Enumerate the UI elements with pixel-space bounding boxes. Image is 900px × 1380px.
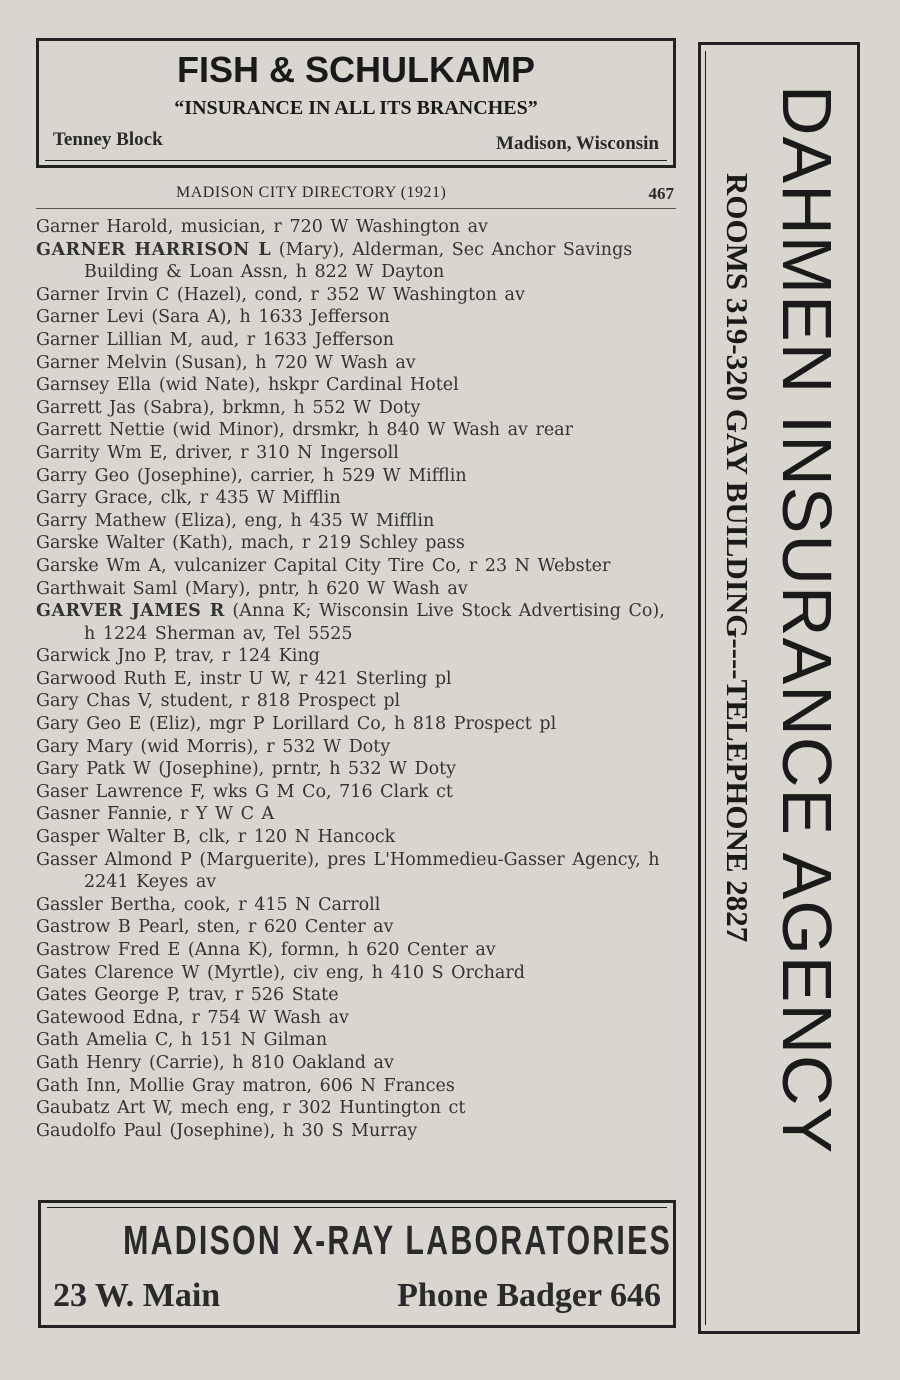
- entry-details: (Sabra), brkmn, h 552 W Doty: [135, 397, 421, 418]
- directory-entry: [36, 736, 678, 759]
- dahmen-insurance-advertisement: [698, 42, 860, 1334]
- directory-entry: [36, 803, 678, 826]
- directory-entry: [36, 781, 678, 804]
- directory-entry: [36, 555, 678, 578]
- entry-name: Gary Geo E: [36, 714, 142, 735]
- directory-entry: [36, 352, 678, 375]
- entry-name: Gath Henry: [36, 1052, 142, 1073]
- entry-name: GARNER HARRISON L: [36, 239, 272, 260]
- entry-details: trav, r 124 King: [167, 646, 320, 667]
- entry-details: aud, r 1633 Jefferson: [193, 329, 395, 350]
- entry-name: Garner Irvin C: [36, 284, 170, 305]
- entry-name: Gastrow B Pearl,: [36, 917, 190, 938]
- entry-details: Mollie Gray matron, 606 N Frances: [121, 1075, 455, 1096]
- entry-details: (wid Morris), r 532 W Doty: [132, 736, 391, 757]
- directory-entry: [36, 690, 678, 713]
- entry-name: Gasper Walter B,: [36, 827, 192, 848]
- entry-details: (Anna K), formn, h 620 Center av: [180, 940, 496, 960]
- entry-details: r Y W C A: [172, 804, 275, 825]
- entry-details: cook, r 415 N Carroll: [176, 894, 381, 915]
- directory-entry: [36, 419, 678, 442]
- ad-address: 23 W. Main: [53, 1277, 221, 1314]
- entry-name: Garwick Jno P,: [36, 646, 168, 667]
- directory-entry: [36, 1075, 678, 1098]
- directory-entry: [36, 668, 678, 691]
- entry-details: vulcanizer Capital City Tire Co, r 23 N Webster: [166, 555, 611, 576]
- entry-details: r 754 W Wash av: [183, 1007, 349, 1028]
- directory-entry: [36, 465, 678, 488]
- entry-name: Gasser Almond P: [36, 849, 192, 870]
- directory-entry: [36, 962, 678, 985]
- ad-company-name: MADISON X-RAY LABORATORIES: [123, 1217, 672, 1263]
- entry-name: Gaubatz Art W,: [36, 1098, 174, 1119]
- entry-details: (Marguerite), pres L'Hommedieu-Gasser Agency, h 2241 Keyes av: [84, 849, 660, 893]
- entry-details: musician, r 720 W Washington av: [173, 217, 488, 237]
- entry-name: Garske Walter: [36, 533, 165, 554]
- directory-listing: [36, 216, 678, 1142]
- ad-details: ROOMS 319-320 GAY BUILDING----TELEPHONE 2827: [720, 173, 755, 943]
- directory-entry: [36, 645, 678, 668]
- entry-details: h 151 N Gilman: [173, 1030, 328, 1051]
- entry-details: (Eliza), eng, h 435 W Mifflin: [166, 510, 435, 531]
- directory-entry: [36, 239, 678, 284]
- directory-entry: [36, 1052, 678, 1075]
- entry-name: Garrity Wm E,: [36, 442, 168, 463]
- entry-name: Garry Mathew: [36, 510, 167, 531]
- entry-name: Gaudolfo Paul: [36, 1120, 162, 1141]
- directory-entry: [36, 578, 678, 601]
- entry-name: Garry Geo: [36, 465, 130, 486]
- page-number: 467: [648, 184, 674, 203]
- directory-entry: [36, 1007, 678, 1030]
- entry-details: (Mary), pntr, h 620 W Wash av: [177, 578, 468, 599]
- entry-details: driver, r 310 N Ingersoll: [167, 442, 399, 463]
- entry-name: Garnsey Ella: [36, 375, 152, 396]
- directory-entry: [36, 1097, 678, 1120]
- entry-details: (Josephine), prntr, h 532 W Doty: [150, 759, 457, 780]
- directory-entry: [36, 1120, 678, 1143]
- entry-name: Gatewood Edna,: [36, 1007, 184, 1028]
- entry-details: (Hazel), cond, r 352 W Washington av: [169, 284, 525, 305]
- ad-tagline: “INSURANCE IN ALL ITS BRANCHES”: [174, 97, 538, 119]
- entry-details: (Mary), Alderman, Sec Anchor Savings Building & Loan Assn, h 822 W Dayton: [84, 239, 633, 283]
- directory-entry: [36, 329, 678, 352]
- entry-details: (Susan), h 720 W Wash av: [166, 352, 416, 373]
- entry-name: Garner Harold,: [36, 217, 174, 237]
- directory-entry: [36, 284, 678, 307]
- directory-entry: [36, 442, 678, 465]
- entry-name: Garner Melvin: [36, 352, 167, 373]
- entry-name: Gary Patk W: [36, 759, 151, 780]
- directory-entry: [36, 397, 678, 420]
- directory-entry: [36, 894, 678, 917]
- directory-entry: [36, 758, 678, 781]
- directory-entry: [36, 1029, 678, 1052]
- entry-name: Garry Grace,: [36, 488, 154, 509]
- entry-name: Gates Clarence W: [36, 962, 200, 983]
- entry-details: (Josephine), h 30 S Murray: [161, 1120, 418, 1141]
- directory-entry: [36, 600, 678, 645]
- entry-name: Garwood Ruth E,: [36, 668, 193, 689]
- entry-name: Garrett Nettie: [36, 420, 165, 441]
- ad-rule: [45, 160, 667, 161]
- entry-name: Garske Wm A,: [36, 555, 167, 576]
- directory-entry: [36, 487, 678, 510]
- entry-name: Gath Inn,: [36, 1075, 122, 1096]
- entry-details: (Myrtle), civ eng, h 410 S Orchard: [199, 962, 525, 983]
- ad-phone: Phone Badger 646: [397, 1277, 661, 1314]
- directory-entry: [36, 849, 678, 894]
- ad-firm-name: FISH & SCHULKAMP: [177, 49, 535, 90]
- entry-name: Garrett Jas: [36, 397, 136, 418]
- directory-entry: [36, 916, 678, 939]
- directory-entry: [36, 510, 678, 533]
- directory-entry: [36, 532, 678, 555]
- entry-name: Gastrow Fred E: [36, 940, 181, 960]
- directory-entry: [36, 374, 678, 397]
- xray-laboratories-advertisement: [38, 1200, 676, 1328]
- entry-name: Garner Lillian M,: [36, 329, 194, 350]
- entry-details: (Carrie), h 810 Oakland av: [141, 1052, 394, 1073]
- entry-name: Gasner Fannie,: [36, 804, 173, 825]
- directory-entry: [36, 306, 678, 329]
- entry-details: (Anna K; Wisconsin Live Stock Advertising Co), h 1224 Sherman av, Tel 5525: [84, 601, 665, 644]
- entry-details: student, r 818 Prospect pl: [153, 691, 401, 712]
- entry-name: Gary Chas V,: [36, 691, 154, 712]
- ad-rule: [705, 51, 706, 1325]
- ad-rule: [47, 1207, 667, 1208]
- ad-location-left: Tenney Block: [53, 129, 163, 150]
- entry-name: Gary Mary: [36, 736, 133, 757]
- directory-entry: [36, 826, 678, 849]
- entry-details: (wid Minor), drsmkr, h 840 W Wash av rear: [164, 420, 573, 441]
- fish-schulkamp-advertisement: [36, 38, 676, 168]
- directory-entry: [36, 713, 678, 736]
- entry-details: wks G M Co, 716 Clark ct: [205, 781, 453, 802]
- directory-entry: [36, 939, 678, 962]
- directory-entry: [36, 216, 678, 239]
- entry-details: (Eliz), mgr P Lorillard Co, h 818 Prospect pl: [141, 714, 557, 735]
- entry-details: trav, r 526 State: [180, 985, 339, 1006]
- entry-details: (Josephine), carrier, h 529 W Mifflin: [129, 465, 467, 486]
- running-head: [36, 180, 676, 209]
- directory-title: MADISON CITY DIRECTORY (1921): [176, 184, 447, 201]
- directory-entry: [36, 984, 678, 1007]
- entry-name: Gaser Lawrence F,: [36, 781, 206, 802]
- entry-details: (Kath), mach, r 219 Schley pass: [164, 533, 465, 554]
- entry-name: Garner Levi: [36, 307, 144, 328]
- ad-location-right: Madison, Wisconsin: [496, 133, 659, 154]
- entry-name: Gassler Bertha,: [36, 894, 177, 915]
- entry-details: (Sara A), h 1633 Jefferson: [143, 307, 390, 328]
- entry-details: instr U W, r 421 Sterling pl: [192, 668, 452, 689]
- entry-details: (wid Nate), hskpr Cardinal Hotel: [151, 375, 459, 396]
- entry-details: sten, r 620 Center av: [189, 917, 394, 938]
- entry-details: clk, r 435 W Mifflin: [153, 488, 341, 509]
- ad-company-name: DAHMEN INSURANCE AGENCY: [768, 85, 846, 1155]
- entry-name: Gates George P,: [36, 985, 181, 1006]
- entry-details: mech eng, r 302 Huntington ct: [173, 1098, 466, 1119]
- entry-name: Gath Amelia C,: [36, 1030, 174, 1051]
- entry-name: GARVER JAMES R: [36, 601, 225, 622]
- entry-name: Garthwait Saml: [36, 578, 178, 599]
- entry-details: clk, r 120 N Hancock: [191, 827, 396, 848]
